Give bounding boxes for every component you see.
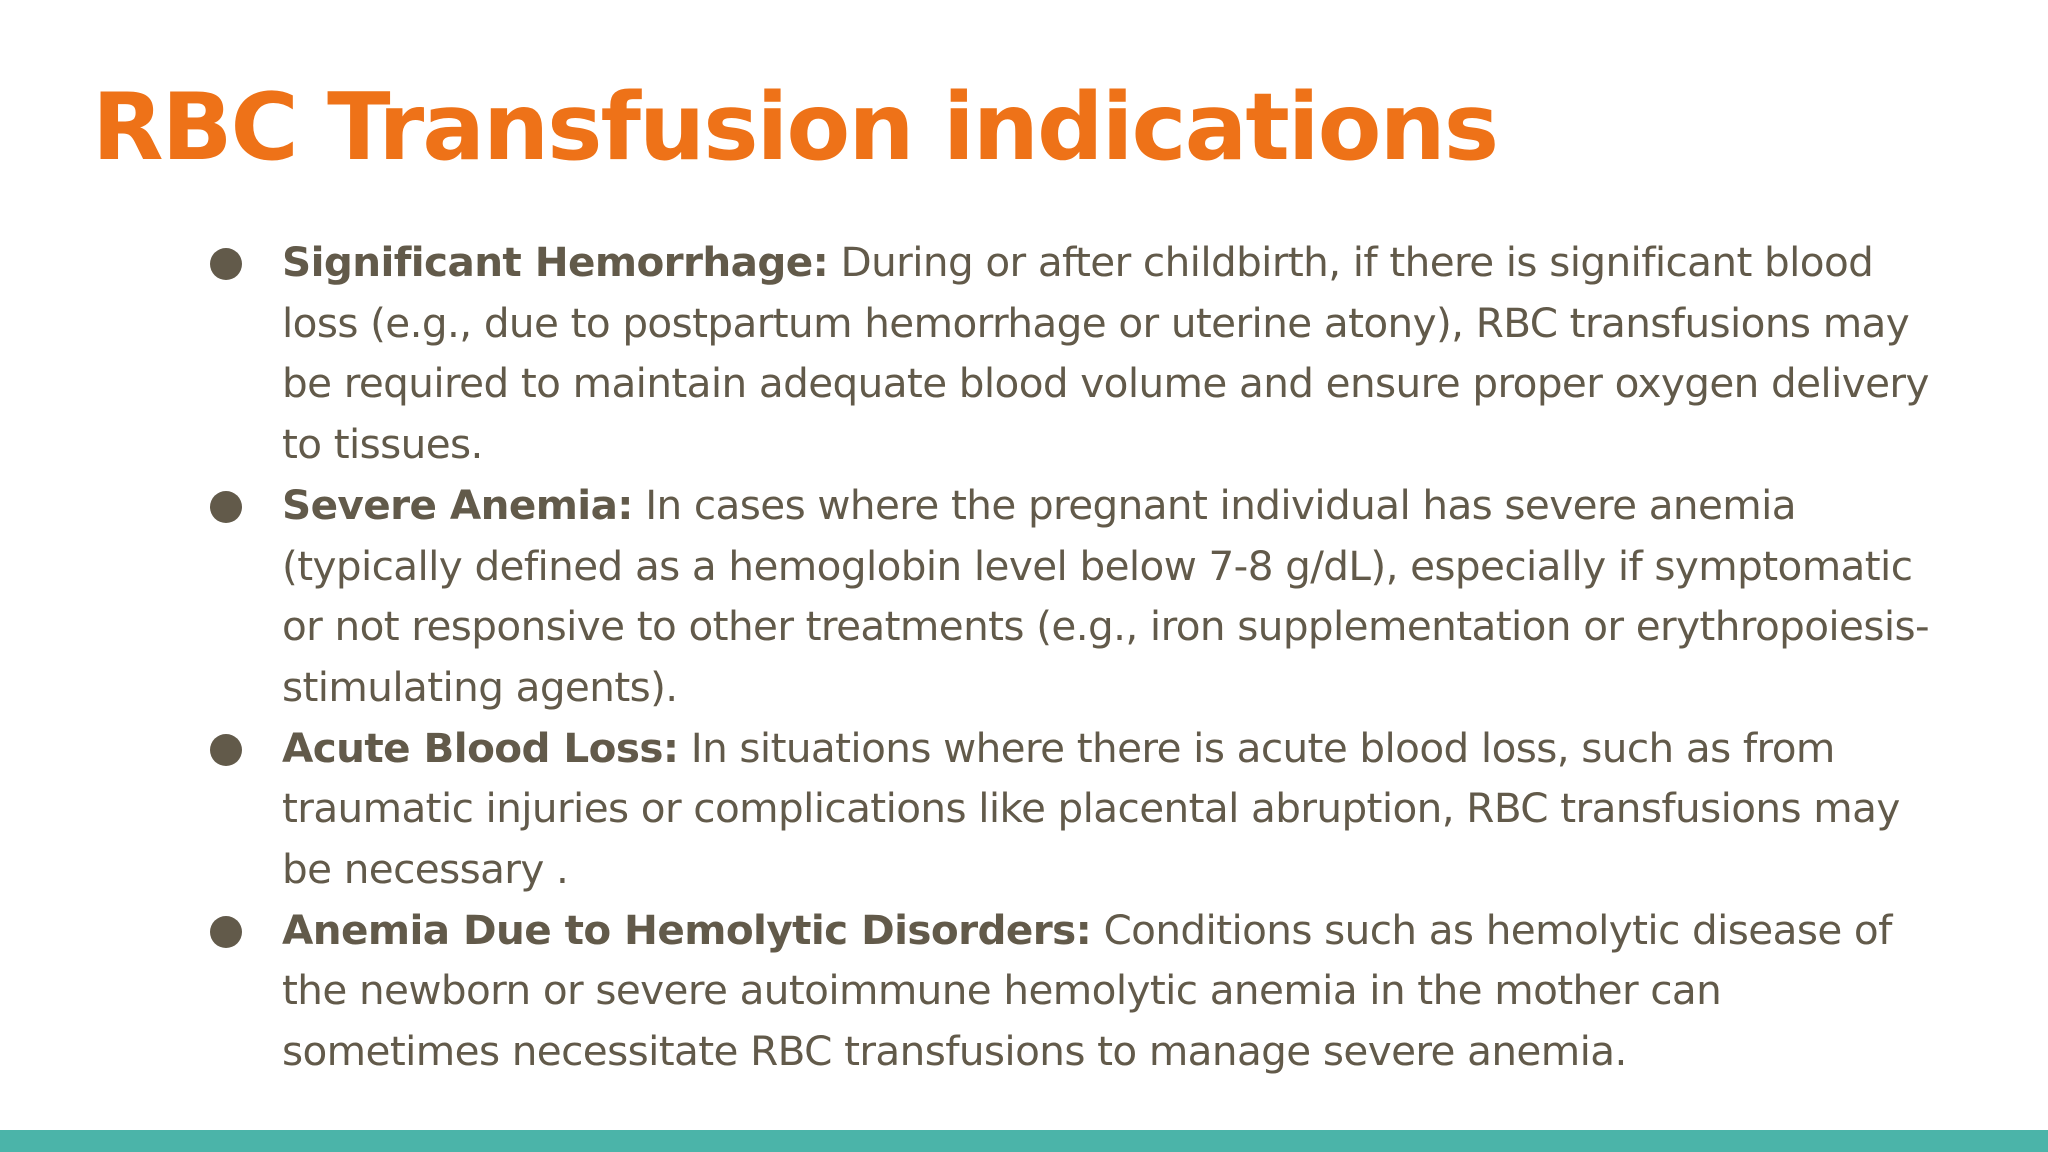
- bottom-accent-bar: [0, 1130, 2048, 1152]
- bullet-dot-icon: [210, 916, 242, 948]
- bullet-item-hemolytic-disorders: [210, 900, 1950, 1082]
- bullet-text: Conditions such as hemolytic disease of the newborn or severe autoimmune hemolytic anemia in the mother can sometimes necessitate RBC transfusions to manage severe anemia.: [282, 905, 1892, 1076]
- bullet-text: During or after childbirth, if there is significant blood loss (e.g., due to postpartum hemorrhage or uterine atony), RBC transfusions may be required to maintain adequate blood volume and ensure proper oxygen delivery to tissues.: [282, 238, 1929, 469]
- bullet-item-acute-blood-loss: [210, 718, 1950, 900]
- bullet-list: [210, 232, 1950, 1082]
- bullet-item-severe-anemia: [210, 475, 1950, 718]
- bullet-dot-icon: [210, 734, 242, 766]
- bullet-term: Acute Blood Loss:: [282, 723, 679, 772]
- bullet-dot-icon: [210, 248, 242, 280]
- slide-title: RBC Transfusion indications: [92, 73, 1498, 181]
- bullet-text: In cases where the pregnant individual has severe anemia (typically defined as a hemoglobin level below 7-8 g/dL), especially if symptomatic or not responsive to other treatments (e.g., iron supplementation or erythropoiesis-stimulating agents).: [282, 480, 1930, 711]
- bullet-term: Anemia Due to Hemolytic Disorders:: [282, 905, 1092, 954]
- bullet-dot-icon: [210, 491, 242, 523]
- bullet-term: Severe Anemia:: [282, 480, 633, 529]
- bullet-item-significant-hemorrhage: [210, 232, 1950, 475]
- bullet-text: In situations where there is acute blood loss, such as from traumatic injuries or complications like placental abruption, RBC transfusions may be necessary .: [282, 723, 1900, 894]
- bullet-term: Significant Hemorrhage:: [282, 238, 829, 286]
